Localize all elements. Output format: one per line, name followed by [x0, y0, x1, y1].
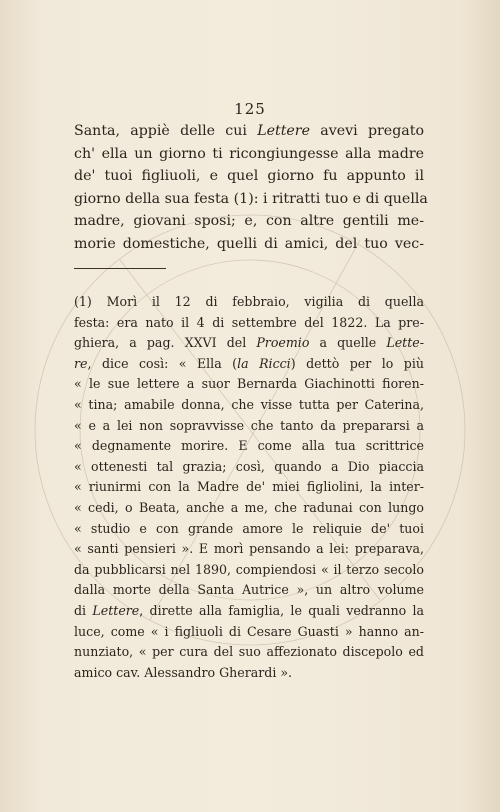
footnote — [74, 292, 424, 683]
text-line: Santa, appiè delle cui Lettere avevi pregato — [74, 123, 424, 139]
text-line: ch' ella un giorno ti ricongiungesse alla madre — [74, 145, 424, 162]
text-line: de' tuoi figliuoli, e quel giorno fu appunto il — [74, 168, 424, 184]
page-number: 125 — [234, 100, 266, 118]
text-line: morie domestiche, quelli di amici, del tuo vec- — [74, 235, 424, 252]
footnote-line: « e a lei non sopravvisse che tanto da prepararsi a — [74, 417, 424, 433]
footnote-line: « santi pensieri ». E morì pensando a lei: preparava, — [74, 541, 424, 557]
footnote-line: nunziato, « per cura del suo affezionato discepolo ed — [74, 644, 424, 660]
footnote-line: re, dice così: « Ella (la Ricci) dettò per lo più — [74, 355, 424, 371]
footnote-line: da pubblicarsi nel 1890, compiendosi « il terzo secolo — [74, 561, 424, 577]
footnote-line: « tina; amabile donna, che visse tutta per Caterina, — [74, 396, 424, 412]
footnote-line: « le sue lettere a suor Bernarda Giachinotti fioren- — [74, 376, 424, 392]
footnote-line: « riunirmi con la Madre de' miei figliolini, la inter- — [74, 479, 424, 495]
footnote-line: luce, come « i figliuoli di Cesare Guasti » hanno an- — [74, 623, 424, 639]
footnote-line: « cedi, o Beata, anche a me, che radunai con lungo — [74, 499, 424, 515]
footnote-line: ghiera, a pag. XXVI del Proemio a quelle Lette- — [74, 335, 424, 351]
footnote-line: festa: era nato il 4 di settembre del 1822. La pre- — [74, 314, 424, 330]
footnote-rule — [74, 268, 166, 269]
footnote-line: dalla morte della Santa Autrice », un altro volume — [74, 582, 424, 598]
footnote-line: amico cav. Alessandro Gherardi ». — [74, 664, 293, 680]
footnote-line: « ottenesti tal grazia; così, quando a Dio piaccia — [74, 458, 424, 474]
main-text — [74, 120, 428, 255]
footnote-line: « studio e con grande amore le reliquie de' tuoi — [74, 520, 424, 536]
footnote-line: « degnamente morire. E come alla tua scrittrice — [74, 438, 424, 454]
footnote-line: (1) Morì il 12 di febbraio, vigilia di quella — [74, 294, 424, 309]
footnote-line: di Lettere, dirette alla famiglia, le quali vedranno la — [74, 602, 425, 618]
text-line: giorno della sua festa (1): i ritratti tuo e di quella — [74, 190, 428, 207]
text-line: madre, giovani sposi; e, con altre gentili me- — [74, 213, 424, 229]
